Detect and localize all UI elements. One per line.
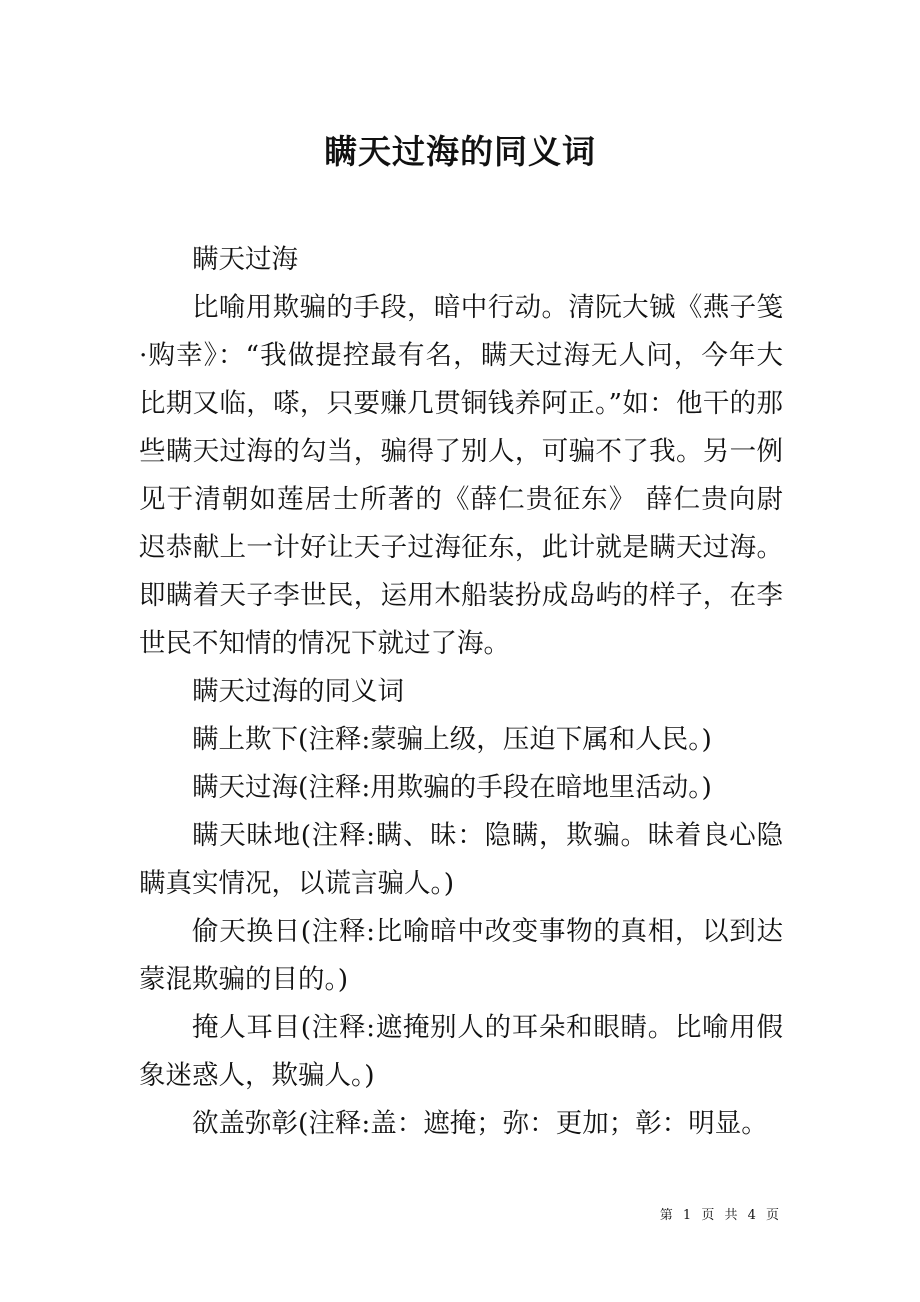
synonym-item: 瞒天昧地(注释:瞒、昧：隐瞒，欺骗。昧着良心隐瞒真实情况，以谎言骗人。) xyxy=(139,820,783,899)
page-title: 瞒天过海的同义词 xyxy=(324,132,596,171)
synonym-item: 瞒天过海(注释:用欺骗的手段在暗地里活动。) xyxy=(192,772,712,803)
document-body xyxy=(139,236,783,1148)
synonym-item: 掩人耳目(注释:遮掩别人的耳朵和眼睛。比喻用假象迷惑人，欺骗人。) xyxy=(139,1012,783,1091)
page-footer: 第 1 页 共 4 页 xyxy=(659,1208,782,1223)
paragraph-heading: 瞒天过海 xyxy=(192,244,298,275)
synonym-item: 欲盖弥彰(注释:盖：遮掩；弥：更加；彰：明显。 xyxy=(192,1108,768,1139)
paragraph-definition: 比喻用欺骗的手段，暗中行动。清阮大铖《燕子笺·购幸》：“我做提控最有名，瞒天过海无人问，今年大比期又临，嗏，只要赚几贯铜钱养阿正。”如：他干的那些瞒天过海的勾当，骗得了别人，可骗不了我。另一例见于清朝如莲居士所著的《薛仁贵征东》 薛仁贵向尉迟恭献上一计好让天子过海征东，此计就是瞒天过海。即瞒着天子李世民，运用木船装扮成岛屿的样子，在李世民不知情的情况下就过了海。 xyxy=(139,292,783,659)
synonym-item: 瞒上欺下(注释:蒙骗上级，压迫下属和人民。) xyxy=(192,724,712,755)
paragraph-synonyms-heading: 瞒天过海的同义词 xyxy=(192,676,404,707)
synonym-item: 偷天换日(注释:比喻暗中改变事物的真相，以到达蒙混欺骗的目的。) xyxy=(139,916,783,995)
